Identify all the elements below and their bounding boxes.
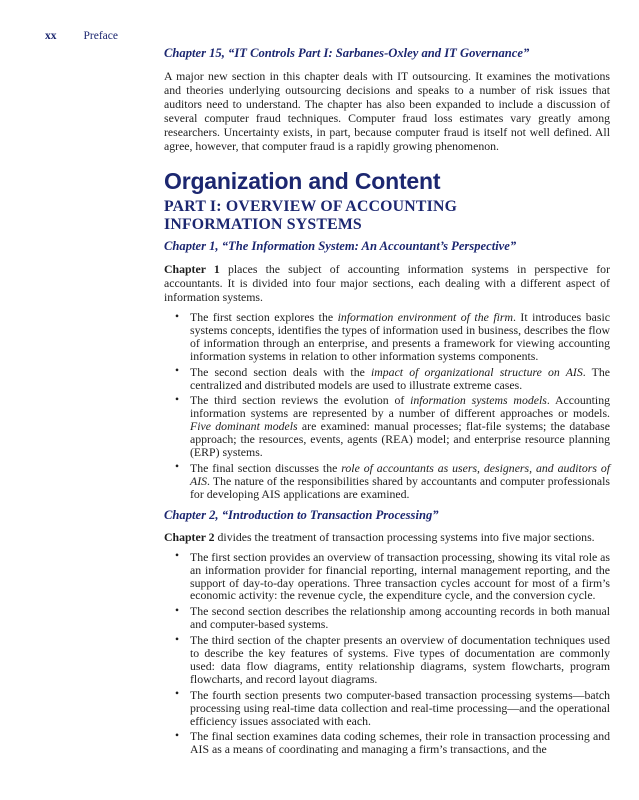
text-run: The third section reviews the evolution of: [190, 393, 411, 408]
text-run: The final section discusses the: [190, 460, 342, 475]
chapter-15-paragraph: A major new section in this chapter deals with IT outsourcing. It examines the motivations and theories underlying outsourcing decisions and speaks to a number of risk issues that auditors need to understand. The chapter has also been expanded to include a discussion of several computer fraud techniques. Computer fraud loss estimates vary greatly among researchers. Uncertainty exists, in part, because computer fraud is itself not well defined. All agree, however, that computer fraud is a rapidly growing phenomenon.: [164, 69, 610, 153]
running-header: [45, 30, 118, 42]
emphasized-text: role of accountants as users, designers, and auditors of AIS: [190, 460, 610, 488]
bullet-item: [190, 394, 610, 459]
heading-line: INFORMATION SYSTEMS: [164, 215, 362, 233]
bullet-item: [190, 551, 610, 603]
text-run: . Accounting information systems are represented by a number of different approaches or models.: [190, 393, 610, 421]
bullet-item: [190, 605, 610, 631]
emphasized-text: information systems models: [410, 393, 547, 408]
text-run: The second section describes the relationship among accounting records in both manual and computer-based systems.: [190, 604, 610, 632]
text-run: are examined: manual processes; flat-file systems; the database approach; the resources, events, agents (REA) model; and enterprise resource planning (ERP) systems.: [190, 419, 610, 460]
bold-text: Chapter 2: [164, 529, 215, 544]
text-run: . The centralized and distributed models are used to illustrate extreme cases.: [190, 364, 610, 392]
text-run: The third section of the chapter presents an overview of documentation techniques used to describe the key features of systems. Five types of documentation are commonly used: data flow diagrams, entity relationship diagrams, system flowcharts, program flowcharts, and record layout diagrams.: [190, 633, 610, 686]
text-run: . It introduces basic systems concepts, identifies the types of information used in business, describes the flow of information through an enterprise, and presents a framework for viewing accounting information systems in relation to other information systems components.: [190, 310, 610, 363]
text-run: The final section examines data coding schemes, their role in transaction processing and AIS as a means of coordinating and managing a firm’s transactions, and the: [190, 729, 610, 757]
bullet-item: [190, 689, 610, 728]
running-head: Preface: [83, 30, 118, 42]
bullet-item: [190, 462, 610, 501]
page-content: [164, 46, 610, 759]
heading-line: PART I: OVERVIEW OF ACCOUNTING: [164, 198, 458, 215]
chapter-1-intro: [164, 262, 610, 304]
text-run: . The nature of the responsibilities shared by accountants and computer professionals for developing AIS applications are examined.: [190, 473, 610, 501]
emphasized-text: impact of organizational structure on AIS: [370, 364, 583, 379]
text-run: places the subject of accounting information systems in perspective for accountants. It is divided into four major sections, each dealing with a different aspect of information systems.: [164, 262, 611, 304]
chapter-1-bullet-list: [164, 311, 610, 501]
text-run: divides the treatment of transaction processing systems into five major sections.: [214, 529, 595, 544]
bold-text: Chapter 1: [164, 262, 220, 276]
organization-content-heading: Organization and Content: [164, 168, 441, 194]
bullet-item: [190, 311, 610, 363]
bullet-item: [190, 730, 610, 756]
bullet-item: [190, 366, 610, 392]
chapter-2-bullet-list: [164, 551, 610, 757]
chapter-2-heading: Chapter 2, “Introduction to Transaction Processing”: [164, 507, 439, 522]
text-run: The second section deals with the: [190, 364, 371, 379]
chapter-15-heading: Chapter 15, “IT Controls Part I: Sarbanes-Oxley and IT Governance”: [164, 46, 530, 60]
text-run: The first section explores the: [190, 310, 338, 324]
part-1-heading: [164, 198, 610, 233]
text-run: The first section provides an overview of transaction processing, showing its vital role as an information provider for financial reporting, internal management reporting, and the support of day-to-day operations. Three transaction cycles account for most of a firm’s economic activity: the revenue cycle, the expenditure cycle, and the conversion cycle.: [190, 549, 610, 603]
bullet-item: [190, 634, 610, 686]
page-number: xx: [45, 30, 57, 42]
chapter-1-heading: Chapter 1, “The Information System: An Accountant’s Perspective”: [164, 239, 517, 253]
emphasized-text: information environment of the firm: [337, 310, 513, 324]
text-run: The fourth section presents two computer-based transaction processing systems—batch processing using real-time data collection and real-time processing—and the operational efficiency issues associated with each.: [190, 687, 610, 728]
emphasized-text: Five dominant models: [190, 419, 298, 434]
chapter-2-intro: [164, 530, 610, 544]
